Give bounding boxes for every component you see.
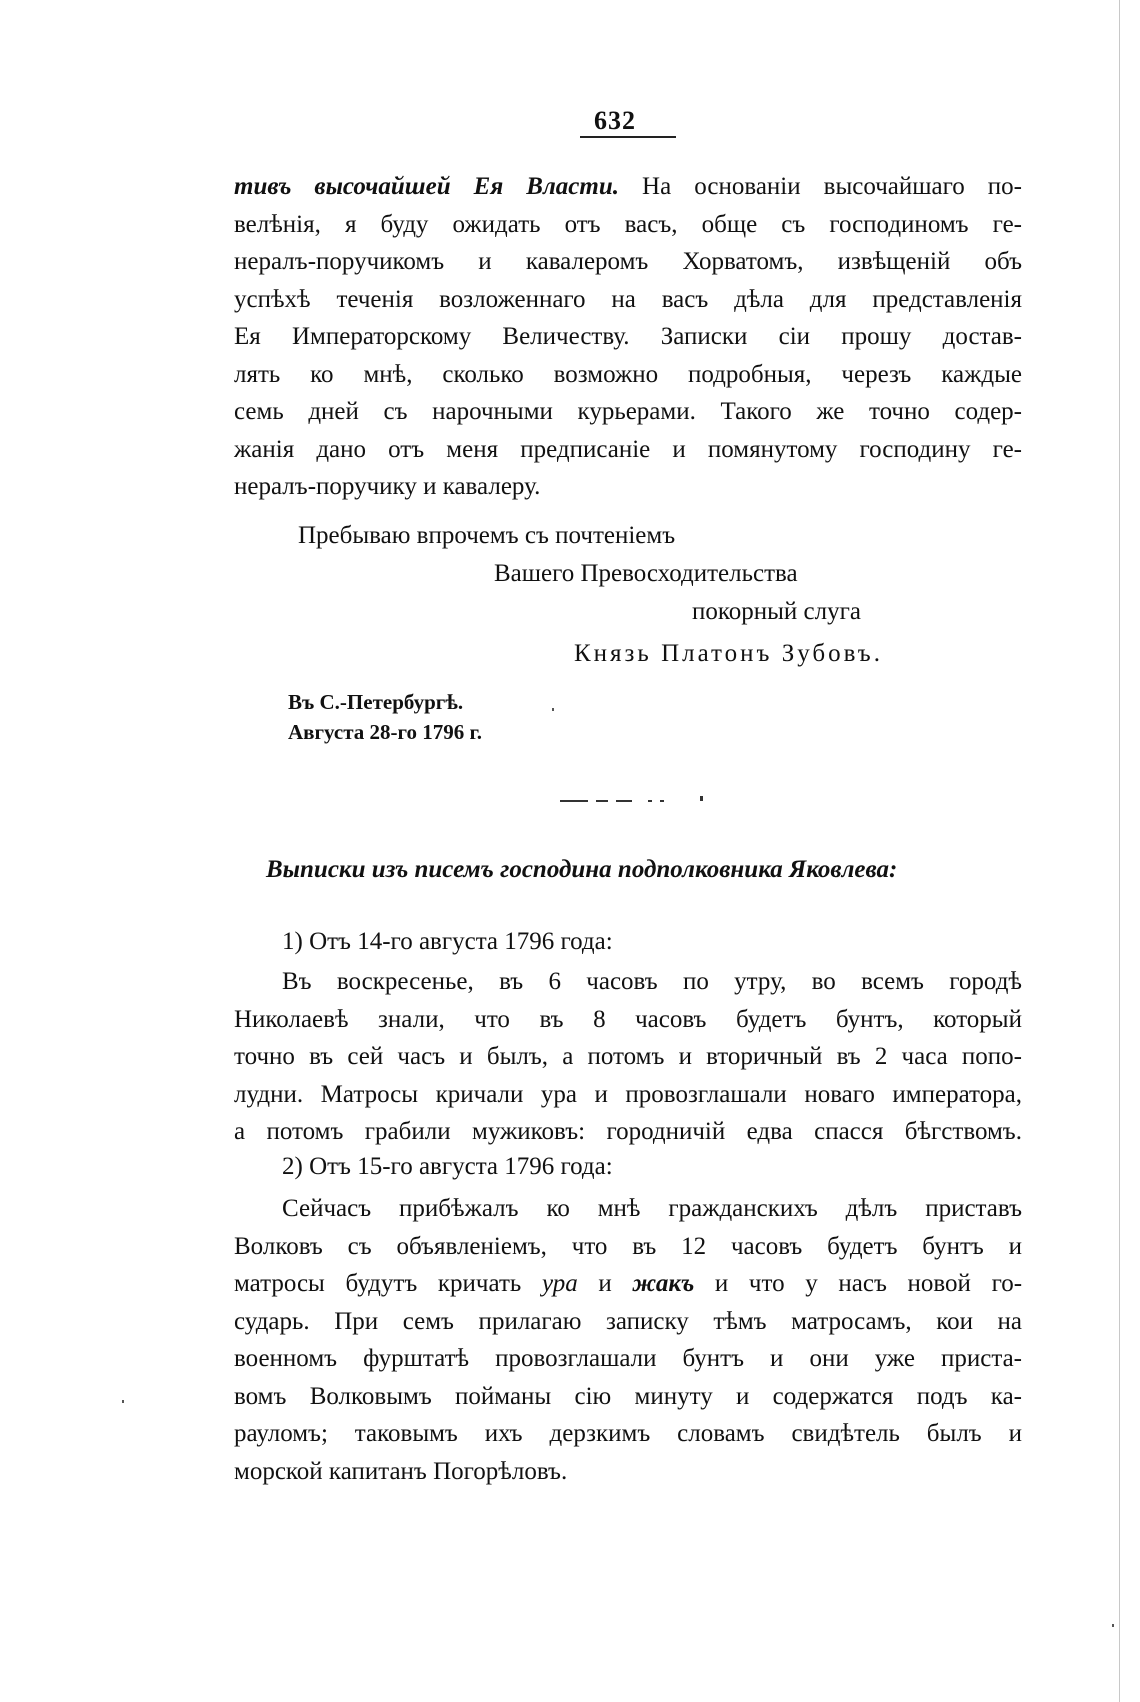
text-line: военномъ фурштатѣ провозглашали бунтъ и они уже приста- — [234, 1345, 1022, 1372]
text-line: рауломъ; таковымъ ихъ дерзкимъ словамъ свидѣтель былъ и — [234, 1420, 1022, 1447]
italic-word-zhak: жакъ — [632, 1270, 695, 1297]
letter-paragraph — [234, 168, 1022, 506]
text-line: велѣнiя, я буду ожидать отъ васъ, обще съ господиномъ ге- — [234, 210, 1022, 238]
closing-line-2: Вашего Превосходительства — [494, 560, 798, 587]
page-edge-line — [1119, 0, 1120, 1702]
text-line: Волковъ съ объявленiемъ, что въ 12 часовъ будетъ бунтъ и — [234, 1232, 1022, 1260]
text-fragment: и — [598, 1270, 612, 1297]
text-line — [234, 1265, 1022, 1303]
letter-2-body — [234, 1190, 1022, 1490]
section-heading: Выписки изъ писемъ господина подполковника Яковлева: — [266, 856, 898, 883]
closing-line-3: покорный слуга — [692, 598, 861, 625]
text-line: сударь. При семъ прилагаю записку тѣмъ матросамъ, кои на — [234, 1307, 1022, 1335]
text-line: Сейчасъ прибѣжалъ ко мнѣ гражданскихъ дѣлъ приставъ — [282, 1195, 1022, 1222]
letter-1-body — [234, 963, 1022, 1151]
text-line: нералъ-поручикомъ и кавалеромъ Хорватомъ, извѣщенiй объ — [234, 248, 1022, 275]
signature: Князь Платонъ Зубовъ. — [574, 640, 883, 667]
text-line: лять ко мнѣ, сколько возможно подробныя, черезъ каждые — [234, 360, 1022, 388]
text-line: точно въ сей часъ и былъ, а потомъ и вторичный въ 2 часа попо- — [234, 1043, 1022, 1070]
text-line — [234, 168, 1022, 206]
section-divider — [560, 796, 720, 806]
italic-word-ura: ура — [541, 1270, 578, 1297]
letter-1-title: 1) Отъ 14-го августа 1796 года: — [282, 928, 613, 955]
place: Въ С.-Петербургѣ. — [288, 690, 464, 714]
text-line: Николаевѣ знали, что въ 8 часовъ будетъ бунтъ, который — [234, 1005, 1022, 1033]
scan-speck — [552, 708, 554, 711]
text-line: а потомъ грабили мужиковъ: городничiй едва спасся бѣгствомъ. — [234, 1118, 1022, 1145]
scan-speck — [1112, 1624, 1114, 1627]
text-line: морской капитанъ Погорѣловъ. — [234, 1457, 568, 1485]
text-line: лудни. Матросы кричали ура и провозглашали новаго императора, — [234, 1080, 1022, 1108]
text-line: нералъ-поручику и кавалеру. — [234, 473, 541, 500]
italic-lead: тивъ высочайшей Ея Власти. — [234, 173, 619, 200]
text-fragment: матросы будутъ кричать — [234, 1270, 522, 1297]
page-number: 632 — [594, 106, 636, 135]
page-number-rule — [580, 136, 676, 138]
text-line: жанiя дано отъ меня предписанiе и помянутому господину ге- — [234, 435, 1022, 463]
text-line: вомъ Волковымъ пойманы сiю минуту и содержатся подъ ка- — [234, 1382, 1022, 1410]
closing-line-1: Пребываю впрочемъ съ почтенiемъ — [298, 522, 676, 549]
text-fragment: и что у насъ новой го- — [714, 1270, 1023, 1297]
text-line: Ея Императорскому Величеству. Записки сiи прошу достав- — [234, 323, 1022, 350]
text-line: Въ воскресенье, въ 6 часовъ по утру, во всемъ городѣ — [282, 968, 1022, 995]
text-line-content: На основанiи высочайшаго по- — [642, 173, 1023, 200]
date: Августа 28-го 1796 г. — [288, 720, 482, 744]
scan-speck — [122, 1400, 124, 1403]
text-line: успѣхѣ теченiя возложеннаго на васъ дѣла для представленiя — [234, 285, 1022, 313]
text-line: семь дней съ нарочными курьерами. Такого же точно содер- — [234, 398, 1022, 425]
letter-2-title: 2) Отъ 15-го августа 1796 года: — [282, 1153, 613, 1180]
